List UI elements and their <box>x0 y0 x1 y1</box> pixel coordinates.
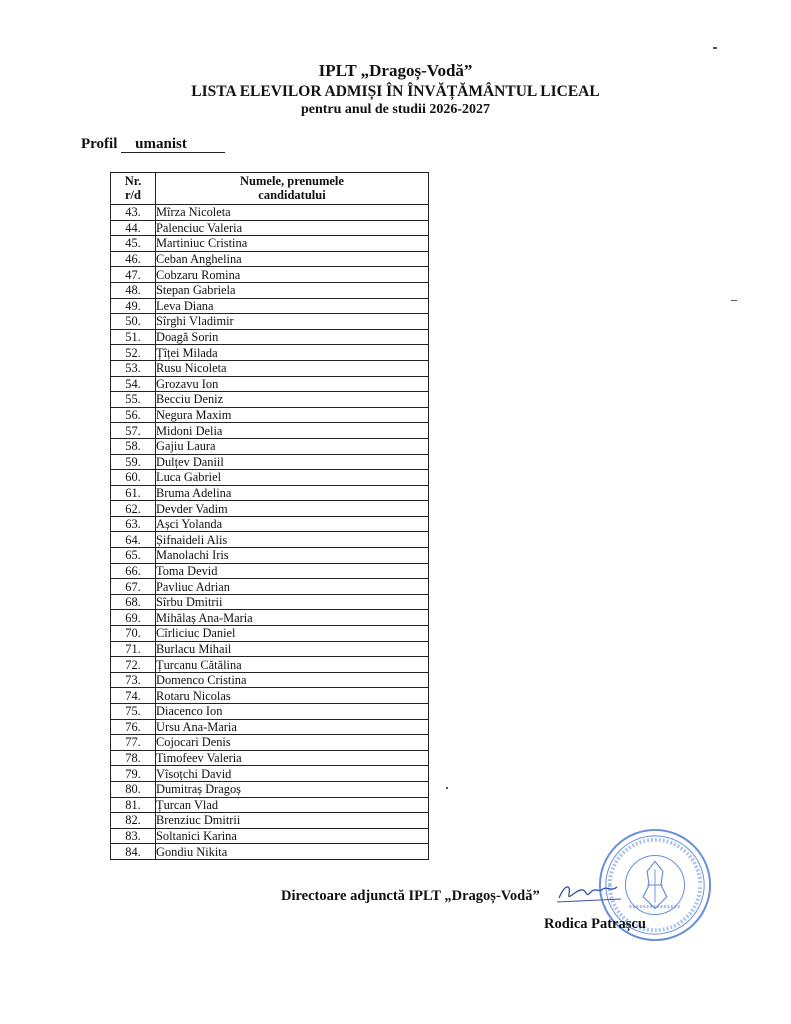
table-row <box>111 657 429 673</box>
row-number: 82. <box>111 813 156 829</box>
student-name: Sîrghi Vladimir <box>156 314 429 330</box>
student-name: Pavliuc Adrian <box>156 579 429 595</box>
row-number: 58. <box>111 438 156 454</box>
table-row <box>111 797 429 813</box>
student-name: Gajiu Laura <box>156 438 429 454</box>
table-row <box>111 563 429 579</box>
row-number: 63. <box>111 516 156 532</box>
row-number: 74. <box>111 688 156 704</box>
row-number: 81. <box>111 797 156 813</box>
student-name: Cojocari Denis <box>156 735 429 751</box>
table-row <box>111 205 429 221</box>
table-row <box>111 750 429 766</box>
row-number: 54. <box>111 376 156 392</box>
table-row <box>111 454 429 470</box>
student-name: Mîrza Nicoleta <box>156 205 429 221</box>
row-number: 65. <box>111 548 156 564</box>
row-number: 70. <box>111 626 156 642</box>
row-number: 53. <box>111 360 156 376</box>
table-row <box>111 236 429 252</box>
row-number: 47. <box>111 267 156 283</box>
column-header-name: Numele, prenumele candidatului <box>156 173 429 205</box>
row-number: 67. <box>111 579 156 595</box>
student-name: Grozavu Ion <box>156 376 429 392</box>
table-row <box>111 735 429 751</box>
scan-speck <box>446 787 448 789</box>
row-number: 83. <box>111 828 156 844</box>
table-row <box>111 532 429 548</box>
table-row <box>111 548 429 564</box>
table-row <box>111 813 429 829</box>
column-header-number: Nr. r/d <box>111 173 156 205</box>
student-name: Becciu Deniz <box>156 392 429 408</box>
table-row <box>111 766 429 782</box>
row-number: 45. <box>111 236 156 252</box>
student-name: Soltanici Karina <box>156 828 429 844</box>
row-number: 79. <box>111 766 156 782</box>
table-row <box>111 267 429 283</box>
profile-line <box>81 136 225 153</box>
table-row <box>111 501 429 517</box>
student-name: Midoni Delia <box>156 423 429 439</box>
student-name: Manolachi Iris <box>156 548 429 564</box>
table-row <box>111 626 429 642</box>
signatory-name: Rodica Patrașcu <box>544 916 646 932</box>
table-row <box>111 329 429 345</box>
row-number: 52. <box>111 345 156 361</box>
student-name: Toma Devid <box>156 563 429 579</box>
table-row <box>111 314 429 330</box>
row-number: 55. <box>111 392 156 408</box>
row-number: 51. <box>111 329 156 345</box>
student-name: Timofeev Valeria <box>156 750 429 766</box>
document-title: LISTA ELEVILOR ADMIȘI ÎN ÎNVĂȚĂMÂNTUL LICEAL <box>191 83 600 100</box>
row-number: 84. <box>111 844 156 860</box>
row-number: 78. <box>111 750 156 766</box>
table-row <box>111 220 429 236</box>
student-name: Negura Maxim <box>156 407 429 423</box>
scan-speck <box>731 300 737 301</box>
table-row <box>111 719 429 735</box>
student-name: Vîsoțchi David <box>156 766 429 782</box>
table-row <box>111 688 429 704</box>
row-number: 48. <box>111 282 156 298</box>
table-row <box>111 423 429 439</box>
student-name: Țîței Milada <box>156 345 429 361</box>
row-number: 69. <box>111 610 156 626</box>
row-number: 76. <box>111 719 156 735</box>
student-name: Leva Diana <box>156 298 429 314</box>
student-name: Burlacu Mihail <box>156 641 429 657</box>
signatory-position: Directoare adjunctă IPLT „Dragoș-Vodă” <box>281 888 540 904</box>
student-name: Rusu Nicoleta <box>156 360 429 376</box>
student-name: Țurcan Vlad <box>156 797 429 813</box>
student-name: Doagă Sorin <box>156 329 429 345</box>
student-name: Ceban Anghelina <box>156 251 429 267</box>
student-name: Devder Vadim <box>156 501 429 517</box>
institution-name: IPLT „Dragoș-Vodă” <box>318 61 473 80</box>
row-number: 43. <box>111 205 156 221</box>
student-name: Gondiu Nikita <box>156 844 429 860</box>
student-name: Dulțev Daniil <box>156 454 429 470</box>
table-row <box>111 360 429 376</box>
row-number: 73. <box>111 672 156 688</box>
row-number: 57. <box>111 423 156 439</box>
student-name: Luca Gabriel <box>156 470 429 486</box>
table-row <box>111 516 429 532</box>
student-name: Diacenco Ion <box>156 704 429 720</box>
student-name: Așci Yolanda <box>156 516 429 532</box>
table-body <box>111 205 429 860</box>
table-row <box>111 282 429 298</box>
table-row <box>111 470 429 486</box>
table-row <box>111 485 429 501</box>
student-name: Ursu Ana-Maria <box>156 719 429 735</box>
table-row <box>111 594 429 610</box>
student-name: Sîrbu Dmitrii <box>156 594 429 610</box>
student-name: Palenciuc Valeria <box>156 220 429 236</box>
table-row <box>111 641 429 657</box>
row-number: 56. <box>111 407 156 423</box>
admitted-students-table <box>110 172 429 860</box>
table-row <box>111 610 429 626</box>
profile-value: umanist <box>121 137 225 153</box>
student-name: Mihălaș Ana-Maria <box>156 610 429 626</box>
row-number: 61. <box>111 485 156 501</box>
student-name: Cîrliciuc Daniel <box>156 626 429 642</box>
table-row <box>111 781 429 797</box>
scan-speck <box>713 47 717 49</box>
profile-label: Profil <box>81 136 118 152</box>
row-number: 50. <box>111 314 156 330</box>
table-row <box>111 579 429 595</box>
row-number: 62. <box>111 501 156 517</box>
student-name: Șifnaideli Alis <box>156 532 429 548</box>
row-number: 46. <box>111 251 156 267</box>
row-number: 71. <box>111 641 156 657</box>
row-number: 44. <box>111 220 156 236</box>
document-subtitle: pentru anul de studii 2026-2027 <box>300 102 491 117</box>
row-number: 75. <box>111 704 156 720</box>
row-number: 49. <box>111 298 156 314</box>
student-name: Stepan Gabriela <box>156 282 429 298</box>
table-row <box>111 672 429 688</box>
row-number: 60. <box>111 470 156 486</box>
student-name: Țurcanu Cătălina <box>156 657 429 673</box>
table-row <box>111 438 429 454</box>
table-header-row <box>111 173 429 205</box>
table-row <box>111 844 429 860</box>
table-row <box>111 828 429 844</box>
student-name: Dumitraș Dragoș <box>156 781 429 797</box>
student-name: Bruma Adelina <box>156 485 429 501</box>
table-row <box>111 407 429 423</box>
table-row <box>111 376 429 392</box>
row-number: 80. <box>111 781 156 797</box>
row-number: 66. <box>111 563 156 579</box>
student-name: Cobzaru Romina <box>156 267 429 283</box>
row-number: 59. <box>111 454 156 470</box>
row-number: 72. <box>111 657 156 673</box>
student-name: Brenziuc Dmitrii <box>156 813 429 829</box>
table-row <box>111 251 429 267</box>
student-name: Martiniuc Cristina <box>156 236 429 252</box>
student-name: Rotaru Nicolas <box>156 688 429 704</box>
table-row <box>111 298 429 314</box>
row-number: 68. <box>111 594 156 610</box>
table-row <box>111 345 429 361</box>
table-row <box>111 704 429 720</box>
row-number: 64. <box>111 532 156 548</box>
row-number: 77. <box>111 735 156 751</box>
table-row <box>111 392 429 408</box>
student-name: Domenco Cristina <box>156 672 429 688</box>
